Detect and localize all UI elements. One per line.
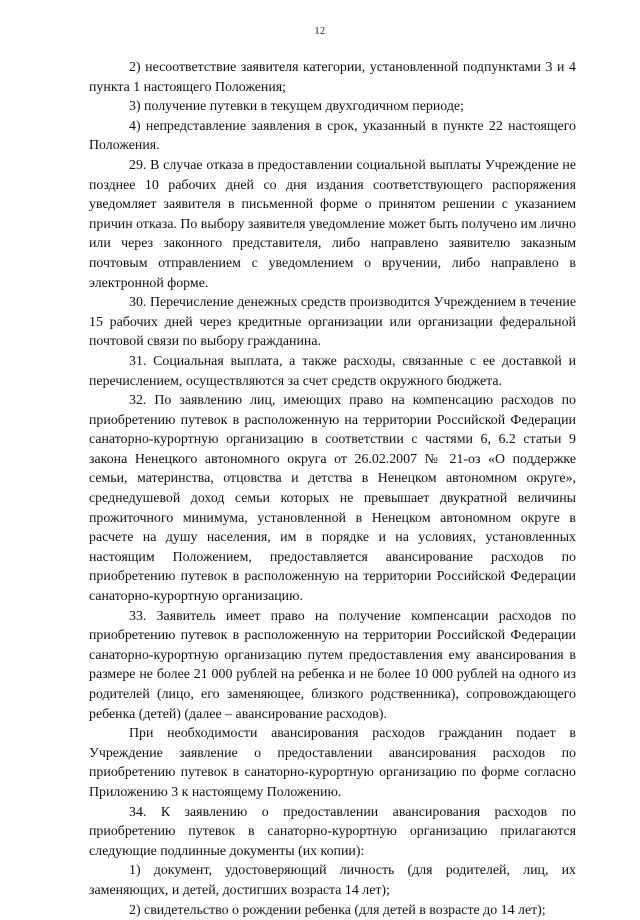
paragraph-30: 30. Перечисление денежных средств производится Учреждением в течение 15 рабочих дней через кредитные организации или организации федеральной почтовой связи по выбору гражданина. [89,295,576,350]
paragraph-33: 33. Заявитель имеет право на получение компенсации расходов по приобретению путевок в расположенную на территории Российской Федерации санаторно-курортную организацию путем предоставления ему авансирования в размере не более 21 000 рублей на ребенка и не более 10 000 рублей на одного из родителей (лицо, его заменяющее, близкого родственника), сопровождающего ребенка (детей) (далее – авансирование расходов). [89,608,576,722]
page-number: 12 [314,26,326,37]
paragraph-29: 29. В случае отказа в предоставлении социальной выплаты Учреждение не позднее 10 рабочих дней со дня издания соответствующего распоряжения уведомляет заявителя в письменной форме о принятом решении с указанием причин отказа. По выбору заявителя уведомление может быть получено им лично или через законного представителя, либо направлено заявителю заказным почтовым отправлением с уведомлением о вручении, либо направлено в электронной форме. [89,157,576,291]
paragraph-item-3: 3) получение путевки в текущем двухгодичном периоде; [129,99,464,115]
paragraph-item-4: 4) непредставление заявления в срок, указанный в пункте 22 настоящего Положения. [89,118,576,154]
paragraph-31: 31. Социальная выплата, а также расходы, связанные с ее доставкой и перечислением, осуществляются за счет средств окружного бюджета. [89,353,576,389]
paragraph-33-continuation: При необходимости авансирования расходов гражданин подает в Учреждение заявление о предоставлении авансирования расходов по приобретению путевок в санаторно-курортную организацию по форме согласно Приложению 3 к настоящему Положению. [89,726,576,800]
paragraph-34: 34. К заявлению о предоставлении авансирования расходов по приобретению путевок в санаторно-курортную организацию прилагаются следующие подлинные документы (их копии): [89,804,576,859]
paragraph-item-2: 2) несоответствие заявителя категории, установленной подпунктами 3 и 4 пункта 1 настоящего Положения; [89,60,576,95]
paragraph-34-item-1: 1) документ, удостоверяющий личность (для родителей, лиц, их заменяющих, и детей, достигших возраста 14 лет); [89,863,576,898]
paragraph-32: 32. По заявлению лиц, имеющих право на компенсацию расходов по приобретению путевок в расположенную на территории Российской Федерации санаторно-курортную организацию в соответствии с частями 6, 6.2 статьи 9 закона Ненецкого автономного округа от 26.02.2007 № 21-оз «О поддержке семьи, материнства, отцовства и детства в Ненецком автономном округе», среднедушевой доход семьи которых не превышает двукратной величины прожиточного минимума, установленной в Ненецком автономном округе в расчете на душу населения, им в порядке и на условиях, установленных настоящим Положением, предоставляется авансирование расходов по приобретению путевок в расположенную на территории Российской Федерации санаторно-курортную организацию. [89,393,576,605]
paragraph-34-item-2: 2) свидетельство о рождении ребенка (для детей в возрасте до 14 лет); [129,902,546,918]
document-body [89,58,576,920]
